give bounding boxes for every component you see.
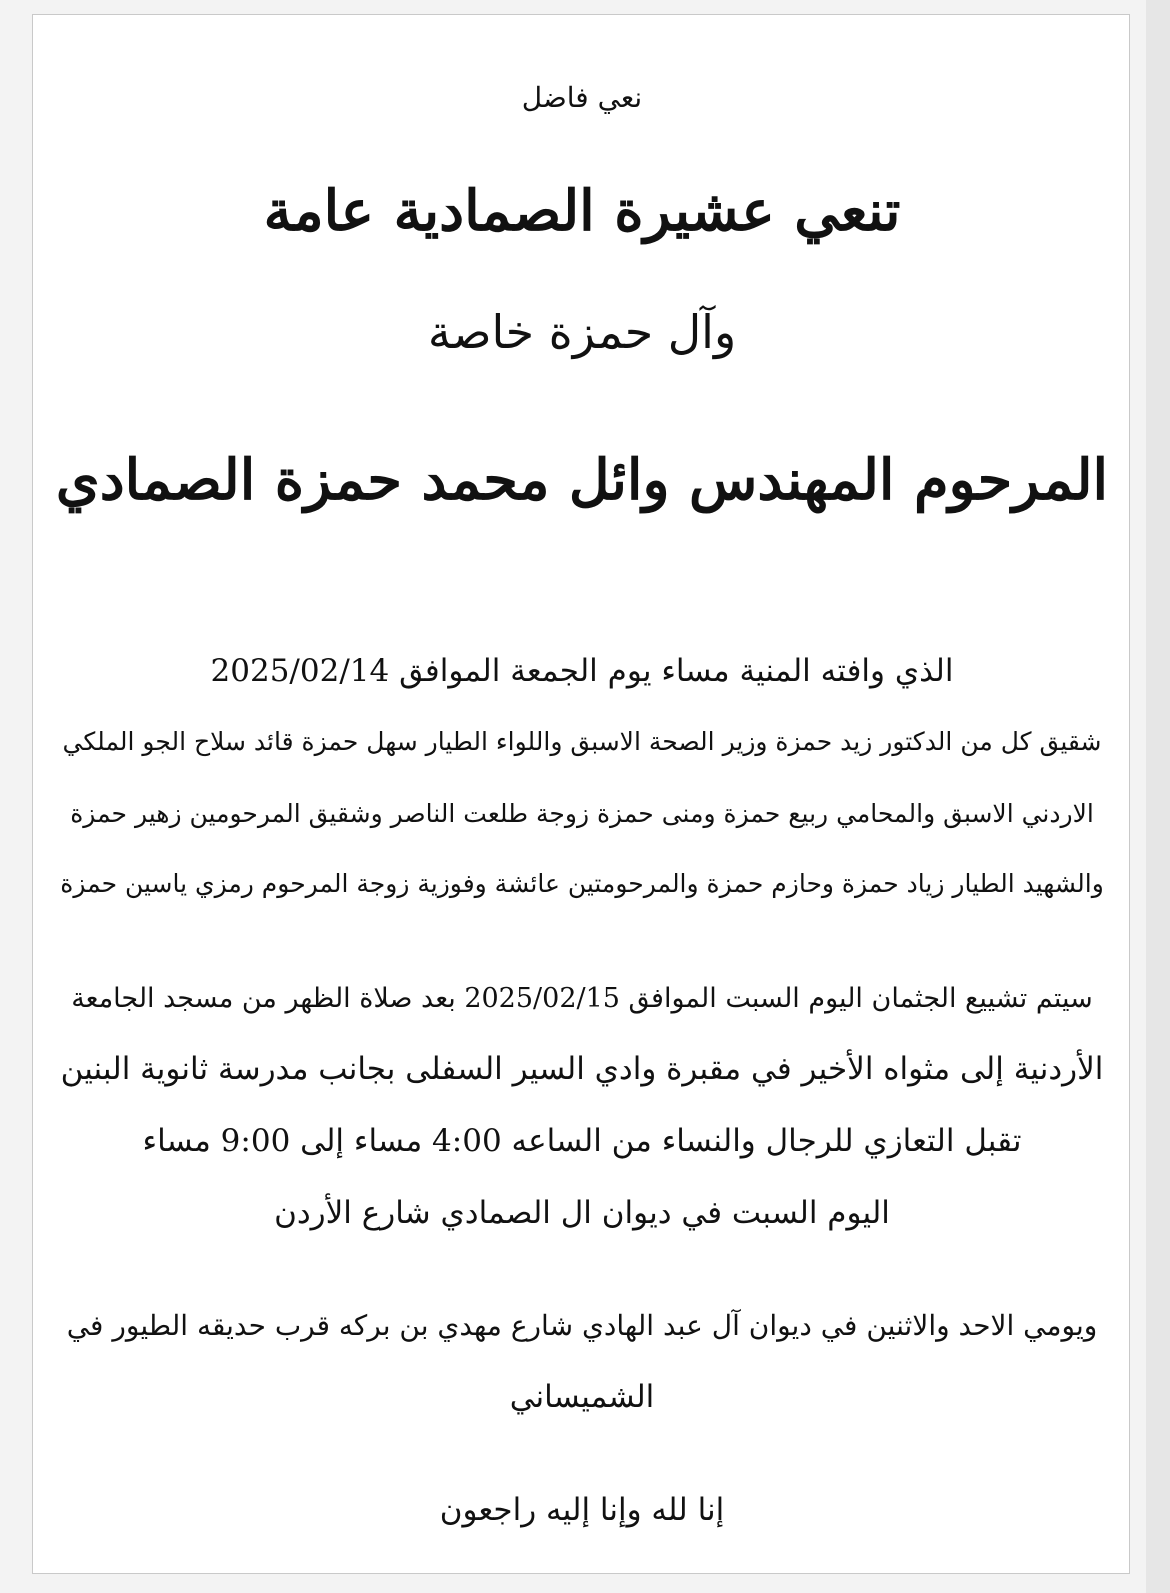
obituary-page (32, 14, 1130, 1574)
deceased-name: المرحوم المهندس وائل محمد حمزة الصمادي (55, 447, 1109, 513)
condolence-line: ويومي الاحد والاثنين في ديوان آل عبد الهادي شارع مهدي بن بركه قرب حديقه الطيور في (66, 1309, 1098, 1342)
side-margin (1146, 0, 1170, 1593)
relatives-line: الاردني الاسبق والمحامي ربيع حمزة ومنى حمزة زوجة طلعت الناصر وشقيق المرحومين زهير حمزة (70, 799, 1094, 828)
obituary-header: نعي فاضل (521, 81, 643, 114)
condolence-line: تقبل التعازي للرجال والنساء من الساعه 4:00 مساء إلى 9:00 مساء (142, 1123, 1022, 1159)
relatives-line: والشهيد الطيار زياد حمزة وحازم حمزة والمرحومتين عائشة وفوزية زوجة المرحوم رمزي ياسين حمزة (60, 869, 1104, 898)
funeral-line: سيتم تشييع الجثمان اليوم السبت الموافق 2025/02/15 بعد صلاة الظهر من مسجد الجامعة (71, 983, 1093, 1014)
death-date-line: الذي وافته المنية مساء يوم الجمعة الموافق 2025/02/14 (210, 653, 954, 689)
obituary-title-family: وآل حمزة خاصة (427, 305, 737, 359)
closing-verse: إنا لله وإنا إليه راجعون (439, 1492, 725, 1528)
condolence-line: اليوم السبت في ديوان ال الصمادي شارع الأردن (274, 1195, 890, 1231)
funeral-line: الأردنية إلى مثواه الأخير في مقبرة وادي السير السفلى بجانب مدرسة ثانوية البنين (60, 1051, 1104, 1087)
relatives-line: شقيق كل من الدكتور زيد حمزة وزير الصحة الاسبق واللواء الطيار سهل حمزة قائد سلاح الجو الملكي (62, 727, 1102, 756)
obituary-text-block (33, 15, 1131, 1575)
obituary-title-clan: تنعي عشيرة الصمادية عامة (263, 178, 901, 244)
condolence-line: الشميساني (509, 1379, 655, 1415)
